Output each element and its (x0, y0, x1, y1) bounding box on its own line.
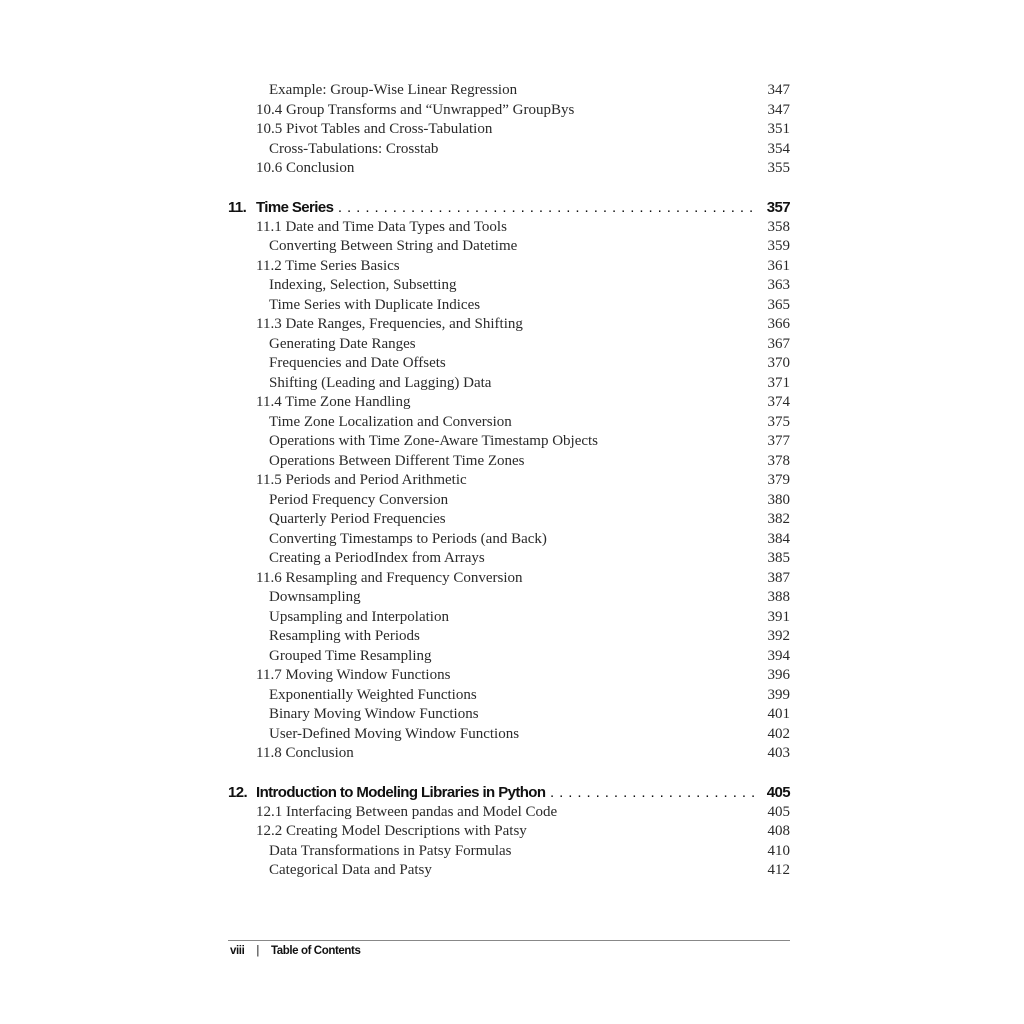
entry-page-number: 394 (767, 647, 790, 664)
entry-page-number: 384 (767, 530, 790, 547)
toc-entry-sub[interactable] (228, 530, 790, 550)
entry-title: Cross-Tabulations: Crosstab (269, 140, 439, 157)
entry-title: Categorical Data and Patsy (269, 862, 432, 878)
page-footer (230, 945, 360, 957)
entry-title: 11.2 Time Series Basics (256, 257, 400, 274)
toc-entry-sub[interactable] (228, 413, 790, 433)
entry-title: User-Defined Moving Window Functions (269, 725, 520, 742)
entry-page-number: 396 (767, 667, 790, 683)
entry-title: 12.2 Creating Model Descriptions with Patsy (256, 823, 527, 839)
entry-page-number: 408 (767, 823, 790, 839)
toc-entry-section[interactable] (228, 822, 790, 842)
entry-page-number: 402 (767, 725, 790, 742)
chapter-number: 12. (228, 784, 248, 801)
entry-page-number: 358 (767, 218, 790, 235)
table-of-contents (228, 81, 790, 881)
toc-entry-sub[interactable] (228, 627, 790, 647)
entry-page-number: 377 (767, 433, 790, 449)
entry-page-number: 405 (761, 783, 790, 803)
entry-page-number: 401 (767, 706, 790, 722)
entry-page-number: 412 (767, 862, 790, 878)
entry-page-number: 378 (767, 452, 790, 469)
entry-title: Quarterly Period Frequencies (269, 511, 446, 527)
toc-entry-section[interactable] (228, 218, 790, 238)
toc-entry-sub[interactable] (228, 81, 790, 101)
toc-entry-section[interactable] (228, 315, 790, 335)
entry-title: Operations with Time Zone-Aware Timestamp Objects (269, 433, 599, 449)
entry-title: Exponentially Weighted Functions (269, 686, 477, 703)
toc-entry-sub[interactable] (228, 140, 790, 160)
entry-page-number: 351 (767, 121, 790, 137)
toc-entry-sub[interactable] (228, 549, 790, 569)
entry-title: 10.4 Group Transforms and “Unwrapped” GroupBys (256, 101, 575, 118)
footer-separator: | (256, 945, 259, 957)
entry-title: 11.1 Date and Time Data Types and Tools (256, 218, 507, 235)
entry-page-number: 380 (767, 491, 790, 508)
entry-title: Downsampling (269, 589, 361, 605)
entry-title: Shifting (Leading and Lagging) Data (269, 374, 492, 391)
toc-entry-sub[interactable] (228, 354, 790, 374)
entry-page-number: 361 (767, 257, 790, 274)
toc-entry-section[interactable] (228, 159, 790, 179)
entry-page-number: 410 (767, 842, 790, 859)
entry-title: Data Transformations in Patsy Formulas (269, 842, 512, 859)
entry-page-number: 374 (767, 394, 790, 410)
entry-page-number: 366 (767, 316, 790, 332)
entry-title: Time Series . . . (256, 198, 756, 218)
entry-page-number: 387 (767, 569, 790, 586)
footer-rule (228, 940, 790, 941)
entry-title: 10.5 Pivot Tables and Cross-Tabulation (256, 121, 493, 137)
entry-page-number: 379 (767, 472, 790, 488)
entry-page-number: 399 (767, 686, 790, 703)
entry-title: 11.5 Periods and Period Arithmetic (256, 472, 467, 488)
entry-page-number: 405 (767, 803, 790, 820)
toc-entry-sub[interactable] (228, 861, 790, 881)
entry-page-number: 365 (767, 296, 790, 313)
toc-entry-chapter[interactable] (228, 783, 790, 803)
entry-page-number: 403 (767, 745, 790, 761)
toc-entry-sub[interactable] (228, 276, 790, 296)
toc-entry-section[interactable] (228, 803, 790, 823)
entry-title: Operations Between Different Time Zones (269, 452, 525, 469)
entry-page-number: 355 (767, 160, 790, 176)
entry-title: Creating a PeriodIndex from Arrays (269, 550, 485, 566)
toc-entry-section[interactable] (228, 393, 790, 413)
toc-entry-section[interactable] (228, 471, 790, 491)
chapter-number: 11. (228, 199, 247, 216)
entry-title: 11.3 Date Ranges, Frequencies, and Shifting (256, 316, 523, 332)
entry-title: 12.1 Interfacing Between pandas and Model Code (256, 803, 558, 820)
spacer (228, 764, 790, 784)
entry-title: Indexing, Selection, Subsetting (269, 277, 457, 293)
entry-title: Introduction to Modeling Libraries in Python . . . (256, 783, 756, 803)
entry-title: Binary Moving Window Functions (269, 706, 479, 722)
entry-page-number: 392 (767, 628, 790, 644)
entry-title: Period Frequency Conversion (269, 491, 449, 508)
toc-entry-sub[interactable] (228, 335, 790, 355)
entry-title: Resampling with Periods (269, 628, 420, 644)
entry-title: Converting Timestamps to Periods (and Back) (269, 530, 547, 547)
toc-entry-sub[interactable] (228, 296, 790, 316)
entry-title: Grouped Time Resampling (269, 647, 432, 664)
entry-page-number: 391 (767, 608, 790, 625)
entry-title: 10.6 Conclusion (256, 160, 355, 176)
entry-title: Time Series with Duplicate Indices (269, 296, 481, 313)
toc-entry-sub[interactable] (228, 588, 790, 608)
entry-title: Upsampling and Interpolation (269, 608, 449, 625)
toc-entry-section[interactable] (228, 101, 790, 121)
toc-entry-section[interactable] (228, 120, 790, 140)
toc-entry-section[interactable] (228, 744, 790, 764)
toc-entry-sub[interactable] (228, 510, 790, 530)
toc-entry-chapter[interactable] (228, 198, 790, 218)
toc-entry-sub[interactable] (228, 374, 790, 394)
entry-page-number: 371 (767, 374, 790, 391)
entry-page-number: 347 (767, 101, 790, 118)
toc-entry-sub[interactable] (228, 686, 790, 706)
toc-entry-section[interactable] (228, 569, 790, 589)
spacer (228, 179, 790, 199)
entry-page-number: 359 (767, 238, 790, 254)
toc-entry-sub[interactable] (228, 452, 790, 472)
toc-entry-sub[interactable] (228, 647, 790, 667)
toc-entry-sub[interactable] (228, 725, 790, 745)
entry-page-number: 347 (767, 82, 790, 98)
toc-entry-sub[interactable] (228, 237, 790, 257)
entry-title: Time Zone Localization and Conversion (269, 413, 512, 430)
entry-page-number: 354 (767, 140, 790, 157)
toc-entry-sub[interactable] (228, 842, 790, 862)
entry-page-number: 375 (767, 413, 790, 430)
entry-title: Generating Date Ranges (269, 335, 416, 352)
toc-entry-section[interactable] (228, 666, 790, 686)
running-title: Table of Contents (270, 945, 361, 957)
entry-title: 11.7 Moving Window Functions (256, 667, 451, 683)
toc-entry-sub[interactable] (228, 705, 790, 725)
entry-title: 11.4 Time Zone Handling (256, 394, 411, 410)
entry-page-number: 357 (761, 198, 790, 218)
entry-page-number: 388 (767, 589, 790, 605)
entry-page-number: 370 (767, 355, 790, 371)
entry-page-number: 367 (767, 335, 790, 352)
page-number: viii (230, 945, 245, 957)
entry-title: 11.8 Conclusion (256, 745, 354, 761)
entry-title: Frequencies and Date Offsets (269, 355, 446, 371)
toc-entry-sub[interactable] (228, 432, 790, 452)
entry-title: Example: Group-Wise Linear Regression (269, 82, 518, 98)
toc-entry-sub[interactable] (228, 608, 790, 628)
entry-title: Converting Between String and Datetime (269, 238, 518, 254)
entry-page-number: 382 (767, 511, 790, 527)
entry-page-number: 385 (767, 550, 790, 566)
toc-entry-section[interactable] (228, 257, 790, 277)
entry-page-number: 363 (767, 277, 790, 293)
entry-title: 11.6 Resampling and Frequency Conversion (256, 569, 523, 586)
toc-entry-sub[interactable] (228, 491, 790, 511)
